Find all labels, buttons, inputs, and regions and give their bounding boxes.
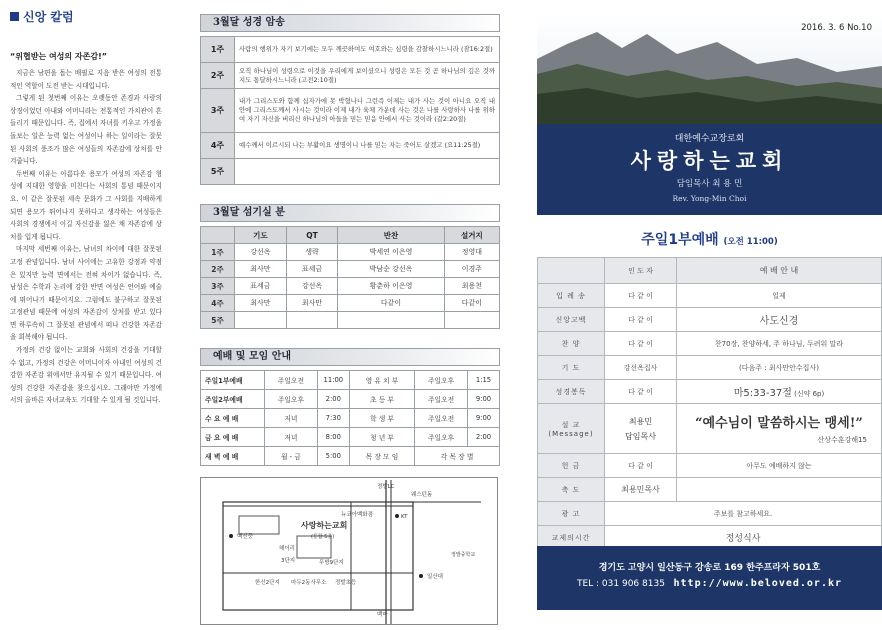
table-cell: 금 요 예 배 [201, 428, 265, 447]
sermon-content [677, 404, 882, 454]
table-cell: 3주 [201, 278, 235, 295]
map-label: 마두2동사무소 [291, 580, 327, 586]
column-paragraph: 마지막 세번째 이유는, 남녀의 차이에 대한 잘못된 고정 관념입니다. 남녀 사이에는 고유한 강점과 약점은 있지만 능력 면에서는 전혀 차이가 없습니다. 즉, 남성은 수학과 논리에 강한 반면 여성은 언어와 예술에 뛰어나기 때문이지요. 그럼에도 불구하고 잘못된 고정관념 때문에 여성의 자존감이 상처를 받고 있다면 하루속히 그 잘못된 관념에서 떠나 건강한 자존감을 회복해야 됩니다. [10, 245, 162, 342]
bulletin-date: 2016. 3. 6 No.10 [801, 23, 872, 33]
order-content: 정성식사 [605, 526, 882, 550]
table-row [201, 409, 500, 428]
table-cell: 1:15 [468, 371, 500, 390]
column-paragraph: 지금은 남편을 돕는 배필로 지음 받은 여성의 전통적인 역할이 도전 받는 시대입니다. [10, 69, 162, 90]
table-cell: 표세금 [286, 261, 338, 278]
sermon-title: “예수님이 말씀하시는 맹세!” [695, 416, 863, 431]
table-row [201, 295, 500, 312]
order-content: 사도신경 [677, 308, 882, 332]
week-label: 4주 [201, 133, 235, 159]
order-person: 다 같 이 [605, 308, 677, 332]
table-row [201, 244, 500, 261]
verse-text: 사람의 행위가 자기 보기에는 모두 깨끗하여도 여호와는 심령을 감찰하시느니라 (잠16:2절) [235, 37, 500, 63]
order-label: 신앙고백 [538, 308, 605, 332]
verse-text [235, 159, 500, 185]
table-row [538, 284, 882, 308]
contact-footer [537, 546, 882, 610]
meetings-table [200, 370, 500, 466]
table-cell: 박남순 강선옥 [338, 261, 444, 278]
map-label: 백신중 [237, 534, 253, 540]
pastor-name: 담임목사 최 용 민 [676, 179, 743, 189]
table-cell: 주일오후 [265, 390, 318, 409]
verse-text: 오직 하나님이 성령으로 이것을 우리에게 보이셨으니 성령은 모든 것 곧 하나님의 깊은 것까지도 통달하시느니라 (고전2:10절) [235, 63, 500, 89]
order-label: 찬 양 [538, 332, 605, 356]
table-row [538, 404, 882, 454]
table-cell: 최사만 [235, 295, 287, 312]
table-row [201, 261, 500, 278]
table-cell: 주일오전 [265, 371, 318, 390]
table-cell: 강선옥 [235, 244, 287, 261]
table-cell: 주일오후 [415, 371, 468, 390]
table-row [201, 428, 500, 447]
worship-title: 주일1부예배 (오전 11:00) [641, 232, 778, 248]
table-cell: 4주 [201, 295, 235, 312]
sermon-series: 산상수훈강해15 [817, 436, 867, 444]
church-name: 사랑하는교회 [630, 149, 789, 173]
map-label: 헤이리 [279, 546, 295, 552]
map-drawing [201, 478, 497, 624]
table-cell: 목 장 모 임 [349, 447, 414, 466]
order-label: 입 례 송 [538, 284, 605, 308]
table-cell: 표세금 [235, 278, 287, 295]
table-cell [286, 312, 338, 329]
worship-order-table [537, 257, 882, 550]
column-paragraph: 두번째 이유는 아름다운 용모가 여성의 자존감 형성에 지대한 영향을 미친다는 사회의 통념 때문이지요. 이 같은 잘못된 세속 문화가 그 사회를 지배하게 되면 용모가 뛰어나지 못하다고 생각하는 여성들은 사회의 경쟁에서 이길 자신감을 잃은 채 자존감에 상처를 입게 됩니다. [10, 169, 162, 241]
order-content [677, 478, 882, 502]
table-row [538, 502, 882, 526]
church-website-link[interactable]: http://www.beloved.or.kr [673, 578, 843, 589]
order-label: 광 고 [538, 502, 605, 526]
column-header: 반찬 [338, 227, 444, 244]
scripture-page: (신약 6p) [794, 390, 825, 398]
column-header: 설거지 [444, 227, 499, 244]
order-person: 다 같 이 [605, 284, 677, 308]
table-row [201, 89, 500, 133]
week-label: 5주 [201, 159, 235, 185]
table-cell: 각 목 장 별 [415, 447, 500, 466]
column-heading: 신앙 칼럼 [10, 8, 162, 25]
map-label: (통합 5층) [311, 534, 335, 540]
scripture-reading: 마5:33-37절 [733, 388, 792, 399]
order-label: 성경봉독 [538, 380, 605, 404]
column-header: 기도 [235, 227, 287, 244]
table-row [201, 63, 500, 89]
table-cell: 5:00 [317, 447, 349, 466]
table-header-row [201, 227, 500, 244]
sermon-label-en: (Message) [548, 429, 594, 438]
order-person: 강선옥집사 [605, 356, 677, 380]
table-row [201, 371, 500, 390]
table-cell: 다같이 [338, 295, 444, 312]
denomination-label: 대한예수교장로회 [674, 134, 745, 144]
order-person: 다 같 이 [605, 454, 677, 478]
square-bullet-icon [10, 12, 19, 21]
middle-column [200, 14, 500, 624]
map-label: 백마 [377, 612, 388, 618]
sermon-preacher: 최용민 담임목사 [605, 404, 677, 454]
column-header [201, 227, 235, 244]
map-label: 3단지 [281, 558, 296, 564]
table-row [538, 308, 882, 332]
table-cell: 2:00 [468, 428, 500, 447]
map-label: KT [401, 514, 408, 520]
table-cell: 다같이 [444, 295, 499, 312]
column-article [10, 8, 162, 622]
memory-verse-table [200, 36, 500, 185]
table-cell: 2:00 [317, 390, 349, 409]
meetings-title: 예배 및 모임 안내 [200, 348, 500, 366]
week-label: 3주 [201, 89, 235, 133]
column-paragraph: 가정의 건강 없이는 교회와 사회의 건강을 기대할 수 없고, 가정의 건강은 어머니이자 아내인 여성의 건강한 자존감 위에서만 유지될 수 있기 때문입니다. 여성의 건강한 자존감을 찾으십시오. 그래야만 가정에서의 올바른 자녀교육도 기대할 수 있게 될 것입니다. [10, 346, 162, 405]
table-row [201, 447, 500, 466]
table-cell [444, 312, 499, 329]
table-cell: 주일1부예배 [201, 371, 265, 390]
table-cell [235, 312, 287, 329]
table-row [538, 478, 882, 502]
order-content: 찬70장, 찬양하세, 주 하나님, 두려워 말라 [677, 332, 882, 356]
table-row [201, 312, 500, 329]
table-cell: 주일오후 [415, 428, 468, 447]
column-header: QT [286, 227, 338, 244]
table-cell: 9:00 [468, 390, 500, 409]
table-cell: 최용천 [444, 278, 499, 295]
order-label: 축 도 [538, 478, 605, 502]
table-cell: 이경주 [444, 261, 499, 278]
column-header: 인 도 자 [605, 258, 677, 284]
table-cell: 저녁 [265, 428, 318, 447]
memory-verse-title: 3월달 성경 암송 [200, 14, 500, 32]
table-cell: 11:00 [317, 371, 349, 390]
map-label: 뉴코아백화점 [341, 512, 373, 518]
table-cell: 주일오전 [415, 390, 468, 409]
order-content: 주보를 참고하세요. [605, 502, 882, 526]
order-person: 다 같 이 [605, 332, 677, 356]
order-person: 다 같 이 [605, 380, 677, 404]
map-label: 웨스턴돔 [411, 492, 433, 498]
table-cell: 생략 [286, 244, 338, 261]
table-cell: 최사만 [286, 295, 338, 312]
map-label: 정발초등 [335, 580, 357, 586]
verse-text: 예수께서 이르시되 나는 부활이요 생명이니 나를 믿는 자는 죽어도 살겠고 (요11:25절) [235, 133, 500, 159]
sermon-label: 설 교 (Message) [538, 404, 605, 454]
map-label: 무방9단지 [319, 560, 344, 566]
table-cell: 초 등 부 [349, 390, 414, 409]
table-row [538, 380, 882, 404]
map-label: 사랑하는교회 [301, 521, 348, 530]
map-label: 일산대 [427, 574, 443, 580]
table-cell: 7:30 [317, 409, 349, 428]
table-cell: 5주 [201, 312, 235, 329]
table-header-row [538, 258, 882, 284]
table-cell: 2주 [201, 261, 235, 278]
table-row [538, 356, 882, 380]
order-person: 최용민목사 [605, 478, 677, 502]
table-row [201, 278, 500, 295]
table-row [538, 332, 882, 356]
table-cell: 강선옥 [286, 278, 338, 295]
table-cell [538, 258, 605, 284]
order-content: 아무도 예배하지 않는 [677, 454, 882, 478]
table-cell: 수 요 예 배 [201, 409, 265, 428]
table-row [538, 454, 882, 478]
week-label: 2주 [201, 63, 235, 89]
verse-text: 내가 그리스도와 함께 십자가에 못 박혔나니 그런즉 이제는 내가 사는 것이 아니요 오직 내 안에 그리스도께서 사시는 것이라 이제 내가 육체 가운데 사는 것은 나를 사랑하사 나를 위하여 자기 자신을 버리신 하나님의 아들을 믿는 믿음 안에서 사는 것이라 (갈2:20절) [235, 89, 500, 133]
church-contact [537, 578, 882, 589]
column-paragraph: 그렇게 된 첫번째 이유는 오랫동안 존경과 사랑의 상징이었던 아내와 어머니라는 전통적인 가치관이 흔들리기 때문입니다. 즉, 집에서 자녀를 키우고 가정을 돌보는 일은 능력 없는 여성이나 하는 일이라는 잘못된 사회의 풍조가 많은 여성들의 자존감에 상처를 안겨줍니다. [10, 94, 162, 166]
table-row [201, 133, 500, 159]
map-label: 정발중학교 [451, 552, 476, 558]
table-cell [338, 312, 444, 329]
order-label: 교제의시간 [538, 526, 605, 550]
order-label: 헌 금 [538, 454, 605, 478]
table-row [201, 159, 500, 185]
week-label: 1주 [201, 37, 235, 63]
order-content [677, 380, 882, 404]
bulletin-cover [537, 14, 882, 624]
table-cell: 청 년 부 [349, 428, 414, 447]
table-cell: 황춘하 이은영 [338, 278, 444, 295]
table-cell: 9:00 [468, 409, 500, 428]
column-title: “위협받는 여성의 자존감!” [10, 52, 108, 61]
table-cell: 정영대 [444, 244, 499, 261]
cover-banner [537, 14, 882, 215]
table-cell: 저녁 [265, 409, 318, 428]
order-content: 일제 [677, 284, 882, 308]
table-cell: 최사만 [235, 261, 287, 278]
table-cell: 학 생 부 [349, 409, 414, 428]
table-cell: 영 유 치 부 [349, 371, 414, 390]
table-cell: 8:00 [317, 428, 349, 447]
table-row [201, 390, 500, 409]
table-cell: 주일오전 [415, 409, 468, 428]
service-duty-table [200, 226, 500, 329]
column-header: 예 배 안 내 [677, 258, 882, 284]
table-cell: 새 벽 예 배 [201, 447, 265, 466]
table-cell: 박세연 이은영 [338, 244, 444, 261]
column-body [10, 67, 162, 407]
table-cell: 주일2부예배 [201, 390, 265, 409]
table-cell: 1주 [201, 244, 235, 261]
church-address: 경기도 고양시 일산동구 강송로 169 한주프라자 501호 [598, 563, 821, 573]
order-content: (다음주 : 최사만안수집사) [677, 356, 882, 380]
table-row [201, 37, 500, 63]
service-duty-title: 3월달 섬기실 분 [200, 204, 500, 222]
worship-time: (오전 11:00) [723, 237, 778, 247]
order-label: 기 도 [538, 356, 605, 380]
map-label: 정발LC [377, 484, 395, 490]
location-map [200, 477, 498, 625]
church-phone: TEL : 031 906 8135 [576, 579, 665, 589]
pastor-name-en: Rev. Yong-Min Choi [672, 194, 747, 203]
table-cell: 월 - 금 [265, 447, 318, 466]
map-label: 한신2단지 [255, 580, 280, 586]
